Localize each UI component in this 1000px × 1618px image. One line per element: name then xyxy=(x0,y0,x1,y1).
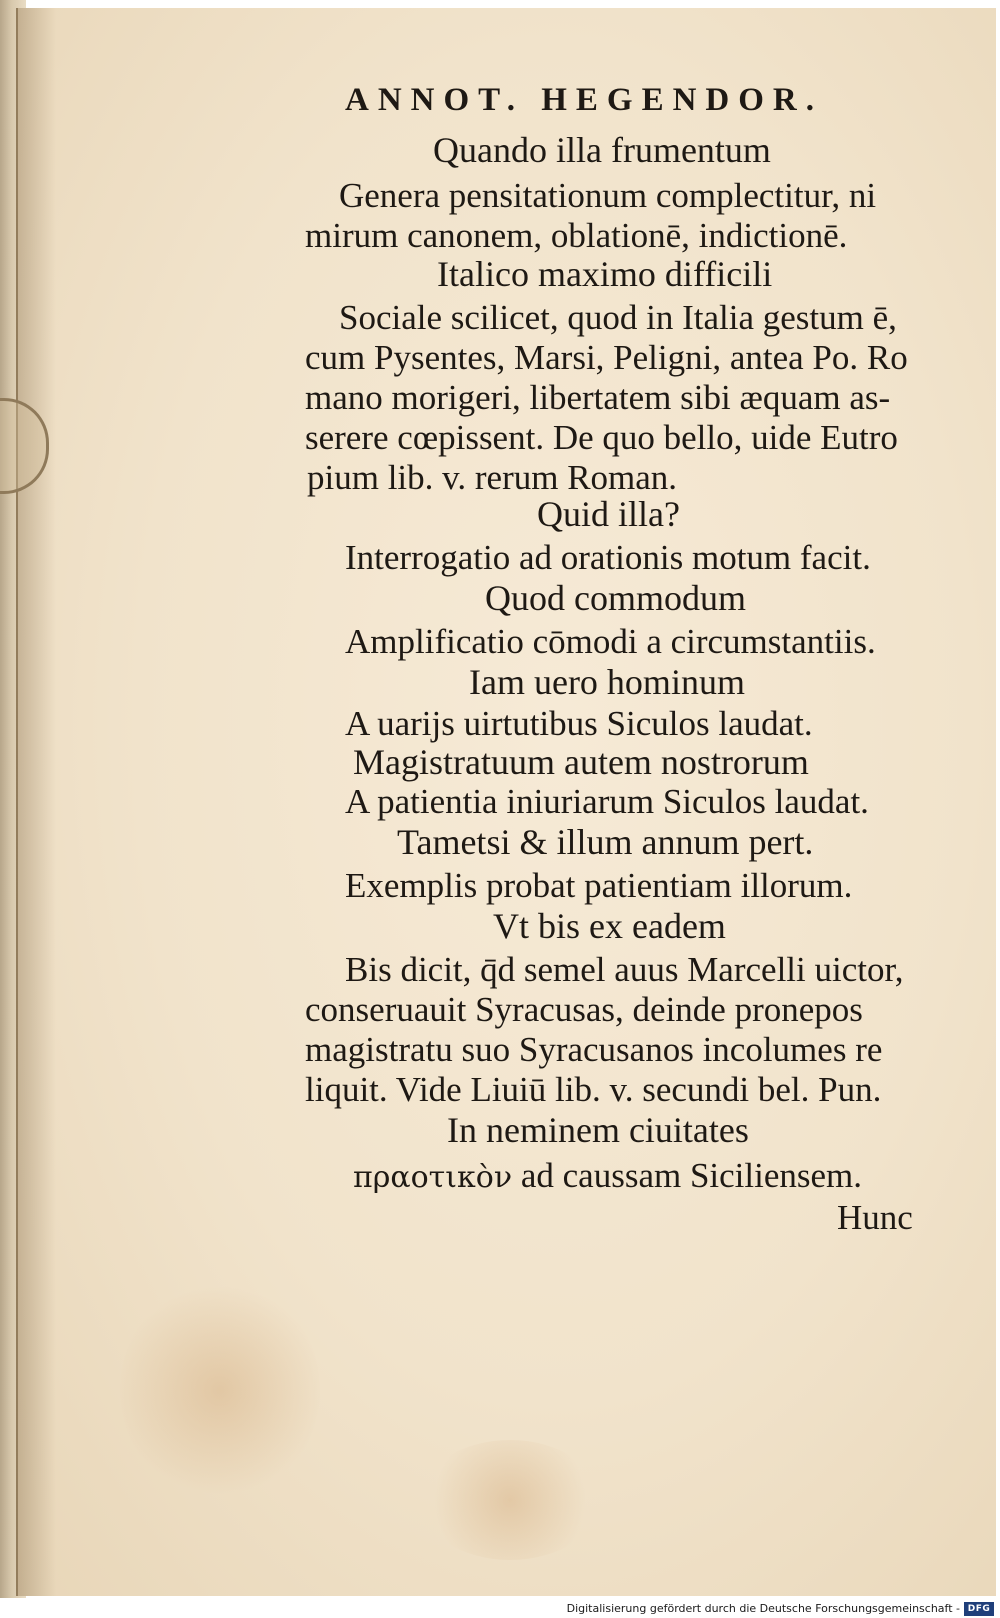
footer-credit: Digitalisierung gefördert durch die Deutsche Forschungsgemeinschaft - xyxy=(566,1602,960,1615)
page-stain xyxy=(420,1440,600,1560)
text-line: mano morigeri, libertatem sibi æquam as- xyxy=(305,378,891,417)
text-line: Bis dicit, q̄d semel auus Marcelli uictor, xyxy=(345,950,904,989)
lemma-line: Magistratuum autem nostrorum xyxy=(353,742,809,782)
text-line: serere cœpissent. De quo bello, uide Eutro xyxy=(305,418,898,457)
dfg-logo-icon: DFG xyxy=(964,1602,994,1616)
text-line: pium lib. v. rerum Roman. xyxy=(307,458,678,497)
text-line: A patientia iniuriarum Siculos laudat. xyxy=(345,782,869,821)
lemma-line: Quid illa? xyxy=(537,494,680,534)
lemma-line: Quando illa frumentum xyxy=(433,130,771,170)
text-line: Amplificatio cōmodi a circumstantiis. xyxy=(345,622,876,661)
gutter-shadow xyxy=(16,8,56,1596)
text-line: mirum canonem, oblationē, indictionē. xyxy=(305,216,848,255)
lemma-line: Iam uero hominum xyxy=(469,662,745,702)
lemma-line: Italico maximo difficili xyxy=(437,254,773,294)
text-line: A uarijs uirtutibus Siculos laudat. xyxy=(345,704,813,743)
text-line: magistratu suo Syracusanos incolumes re xyxy=(305,1030,883,1069)
running-header: ANNOT. HEGENDOR. xyxy=(345,82,823,118)
lemma-line: Tametsi & illum annum pert. xyxy=(397,822,814,862)
text-line: Genera pensitationum complectitur, ni xyxy=(339,176,877,215)
text-line-rest: ad caussam Siciliensem. xyxy=(520,1156,863,1195)
greek-word: πραοτικὸν xyxy=(353,1160,513,1195)
text-line: Sociale scilicet, quod in Italia gestum ē, xyxy=(339,298,897,337)
text-line: conseruauit Syracusas, deinde pronepos xyxy=(305,990,863,1029)
text-line xyxy=(353,1156,862,1198)
lemma-line: Vt bis ex eadem xyxy=(493,906,726,946)
lemma-line: In neminem ciuitates xyxy=(447,1110,749,1150)
text-line: liquit. Vide Liuiū lib. v. secundi bel. Pun. xyxy=(305,1070,882,1109)
text-line: cum Pysentes, Marsi, Peligni, antea Po. Ro xyxy=(305,338,908,377)
text-line: Exemplis probat patientiam illorum. xyxy=(345,866,853,905)
catchword: Hunc xyxy=(837,1198,913,1237)
text-line: Interrogatio ad orationis motum facit. xyxy=(345,538,871,577)
lemma-line: Quod commodum xyxy=(485,578,746,618)
page-stain xyxy=(120,1280,320,1500)
